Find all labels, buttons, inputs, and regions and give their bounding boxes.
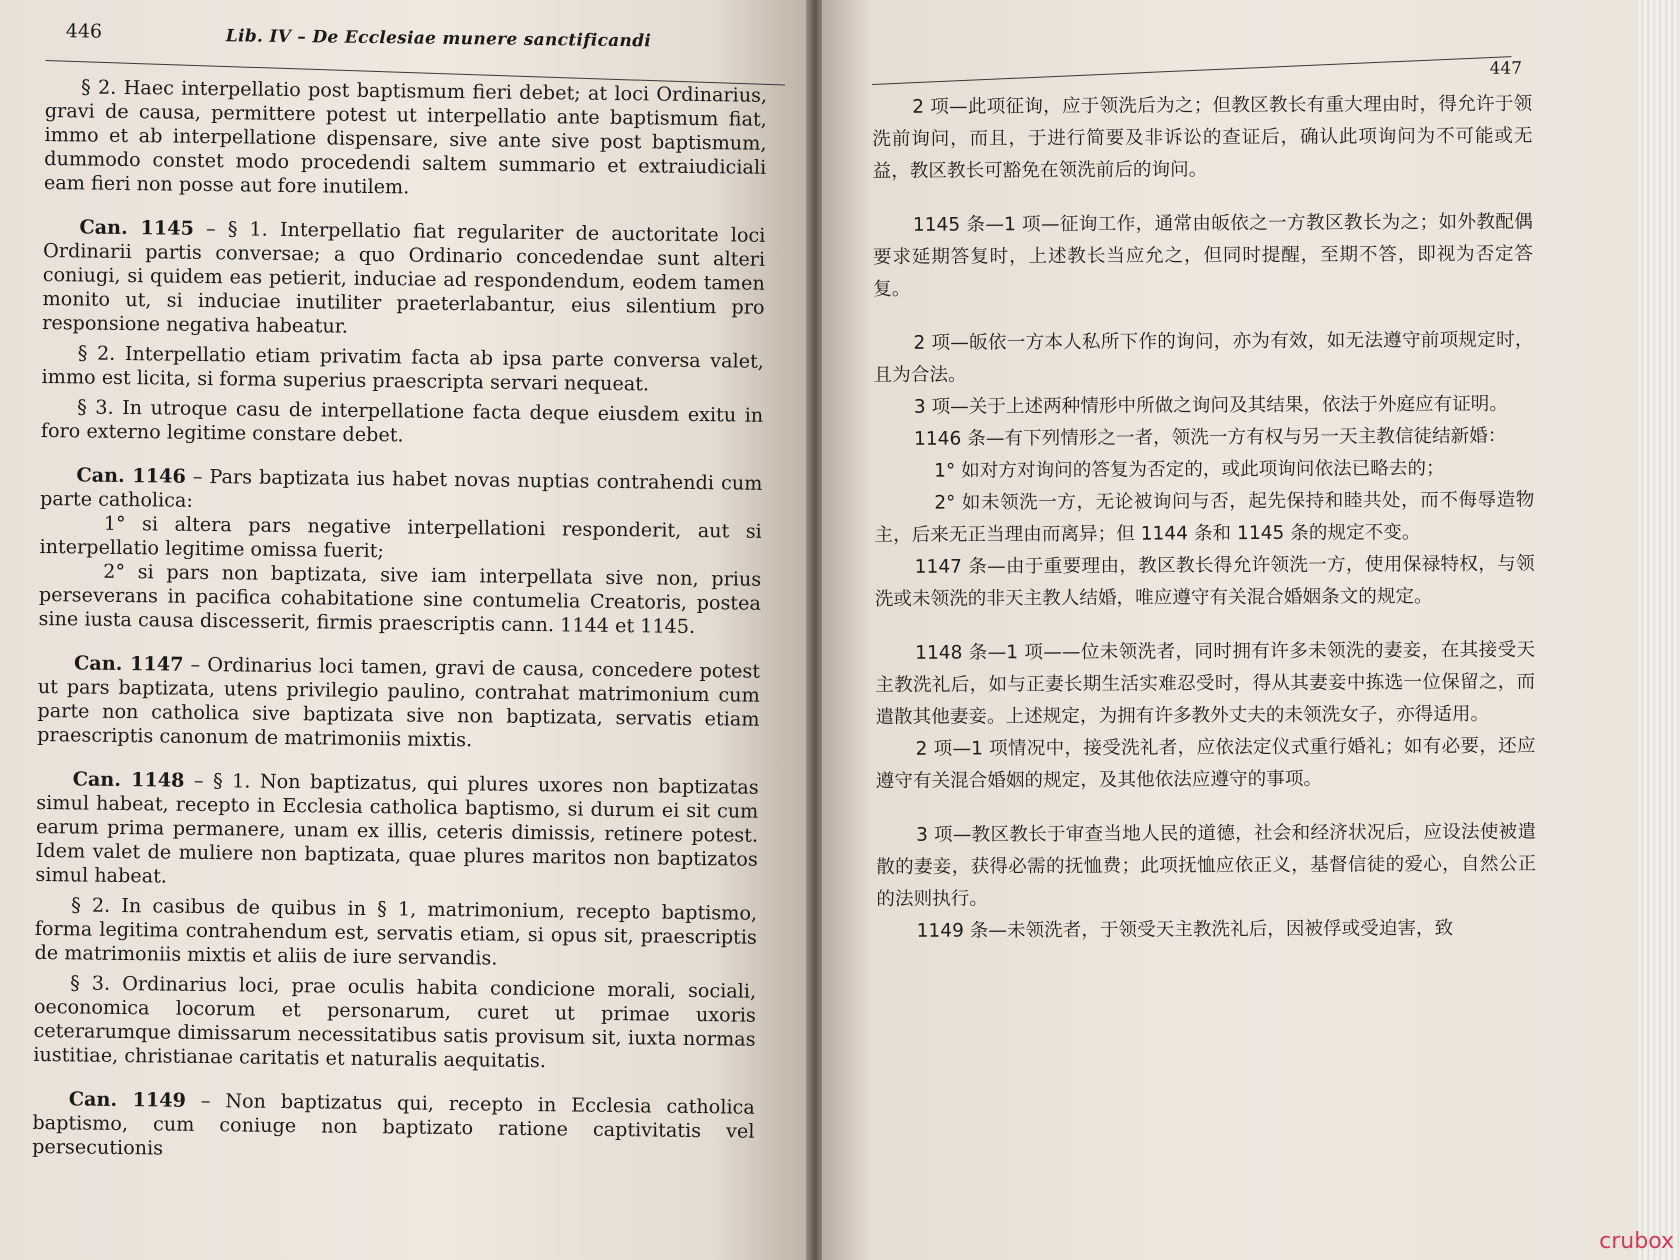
chinese-paragraph: 1149 条—未领洗者，于领受天主教洗礼后，因被俘或受迫害，致 xyxy=(916,917,1454,942)
chinese-paragraph: 3 项—教区教长于审查当地人民的道德，社会和经济状况后，应设法使被遣散的妻妾，获得必需的抚恤费；此项抚恤应依正义，基督信徒的爱心，自然公正的法则执行。 xyxy=(876,821,1537,910)
chinese-paragraph: 3 项—关于上述两种情形中所做之询问及其结果，依法于外庭应有证明。 xyxy=(913,393,1509,418)
watermark: crubox xyxy=(1599,1229,1674,1254)
latin-paragraph: § 3. Ordinarius loci, prae oculis habita condicione morali, sociali, oeconomica locorum et personarum, curet ut primae uxoris ceterarumque dimissarum necessitatibus satis provisum sit, iuxta normas iustitiae, christianae caritatis et naturalis aequitatis. xyxy=(33,971,757,1073)
chinese-paragraph: 1147 条—由于重要理由，教区教长得允许领洗一方，使用保禄特权，与领洗或未领洗的非天主教人结婚，唯应遵守有关混合婚姻条文的规定。 xyxy=(874,553,1535,610)
chinese-paragraph: 1145 条—1 项—征询工作，通常由皈依之一方教区教长为之；如外教配偶要求延期答复时，上述教长当应允之，但同时提醒，至期不答，即视为否定答复。 xyxy=(872,211,1534,300)
canon-1145 xyxy=(42,215,765,344)
right-page xyxy=(822,0,1638,1260)
latin-paragraph: § 2. In casibus de quibus in § 1, matrimonium, recepto baptismo, forma legitima contrahendum est, servatis etiam, si opus sit, praescriptis de matrimoniis mixtis et aliis de iure servandis. xyxy=(34,893,758,970)
canon-label: Can. 1147 xyxy=(73,651,184,676)
latin-item: 1° si altera pars negative interpellationi responderit, aut si interpellatio legitime omissa fuerit; xyxy=(39,511,762,563)
canon-text: – Pars baptizata ius habet novas nuptias contrahendi cum parte catholica: xyxy=(39,464,763,512)
canon-1149 xyxy=(32,1087,755,1168)
canon-text: – Ordinarius loci tamen, gravi de causa, concedere potest ut pars baptizata, utens privilegio paulino, contrahat matrimonium cum parte non catholica sive baptizata sive non baptizata, servatis etiam praescriptis canonum de matrimoniis mixtis. xyxy=(37,652,761,752)
latin-text xyxy=(32,75,767,1168)
canon-label: Can. 1145 xyxy=(79,215,195,240)
chinese-paragraph: 1146 条—有下列情形之一者，领洗一方有权与另一天主教信徒结新婚： xyxy=(913,425,1507,450)
chinese-paragraph: 2 项—皈依一方本人私所下作的询问，亦为有效，如无法遵守前项规定时，且为合法。 xyxy=(873,329,1534,386)
canon-1146 xyxy=(40,463,763,520)
page-edges xyxy=(1638,0,1680,1260)
page-number-left: 446 xyxy=(65,20,103,43)
latin-item: 2° si pars non baptizata, sive iam interpellata sive non, prius perseverans in pacifica cohabitatione sine contumelia Creatoris, postea sine iusta causa discesserit, firmis praescriptis cann. 1144 et 1145. xyxy=(38,559,762,638)
chinese-paragraph: 2 项—此项征询，应于领洗后为之；但教区教长有重大理由时，得允许于领洗前询问，而且，于进行简要及非诉讼的查证后，确认此项询问为不可能或无益，教区教长可豁免在领洗前后的询问。 xyxy=(872,93,1533,182)
canon-text: – Non baptizatus qui, recepto in Ecclesia catholica baptismo, cum coniuge non baptizato ratione captivitatis vel persecutionis xyxy=(32,1088,755,1160)
left-page-header xyxy=(46,16,768,65)
chinese-text xyxy=(872,89,1536,948)
page-number-right: 447 xyxy=(1489,58,1523,79)
header-rule-right xyxy=(872,56,1511,85)
right-page-content xyxy=(872,59,1537,948)
canon-text: – § 1. Interpellatio fiat regulariter de auctoritate loci Ordinarii partis conversae; a quo Ordinario concedendae sunt alteri coniugi, si quidem eas petierit, induciae ad respondendum, eodem tamen monito ut, si induciae inutiliter praeterlabantur, eius silentium pro responsione negativa habeatur. xyxy=(42,216,766,338)
canon-1148 xyxy=(35,767,758,896)
chinese-paragraph: 1148 条—1 项——位未领洗者，同时拥有许多未领洗的妻妾，在其接受天主教洗礼后，如与正妻长期生活实难忍受时，得从其妻妾中拣选一位保留之，而遣散其他妻妾。上述规定，为拥有许多教外丈夫的未领洗女子，亦得适用。 xyxy=(875,639,1536,728)
canon-text: – § 1. Non baptizatus, qui plures uxores non baptizatas simul habeat, recepto in Ecclesia catholica baptismo, si durum ei sit cum earum prima permanere, unam ex illis, ceteris dimissis, retinere potest. Idem valet de muliere non baptizata, quae plures maritos non baptizatos simul habeat. xyxy=(35,768,759,888)
latin-paragraph: § 2. Haec interpellatio post baptismum fieri debet; at loci Ordinarius, gravi de causa, permittere potest ut interpellatio ante baptismum fiat, immo et ab interpellatione dispensare, sive ante sive post baptismum, dummodo constet modo procedendi saltem summario et extraiudiciali eam fieri non posse aut fore inutilem. xyxy=(43,75,768,199)
chinese-item: 1° 如对方对询问的答复为否定的，或此项询问依法已略去的； xyxy=(934,458,1445,482)
canon-label: Can. 1146 xyxy=(76,463,186,488)
canon-1147 xyxy=(37,651,760,756)
canon-label: Can. 1148 xyxy=(72,767,185,792)
right-page-header xyxy=(872,59,1532,92)
left-page xyxy=(0,0,808,1260)
latin-paragraph: § 3. In utroque casu de interpellatione facta deque eiusdem exitu in foro externo legitime constare debet. xyxy=(40,395,764,447)
latin-paragraph: § 2. Interpellatio etiam privatim facta ab ipsa parte conversa valet, immo est licita, si forma superius praescripta servari nequeat. xyxy=(41,341,764,396)
chinese-item: 2° 如未领洗一方，无论被询问与否，起先保持和睦共处，而不侮辱造物主，后来无正当理由而离异；但 1144 条和 1145 条的规定不变。 xyxy=(874,489,1535,546)
chinese-paragraph: 2 项—1 项情况中，接受洗礼者，应依法定仪式重行婚礼；如有必要，还应遵守有关混合婚姻的规定，及其他依法应遵守的事项。 xyxy=(875,735,1536,792)
running-head: Lib. IV – De Ecclesiae munere sanctificandi xyxy=(225,26,652,52)
left-page-content xyxy=(32,16,768,1168)
canon-label: Can. 1149 xyxy=(68,1087,187,1112)
